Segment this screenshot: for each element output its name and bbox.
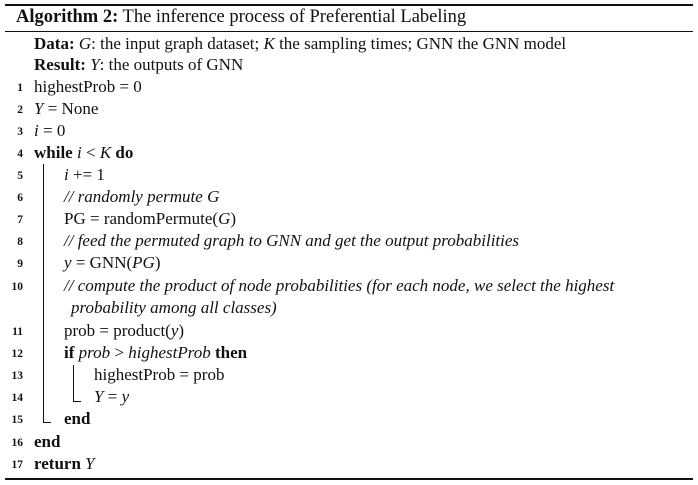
var-y: Y (34, 99, 44, 118)
var-y-upper: Y (85, 454, 95, 473)
code-text: highestProb = 0 (34, 77, 142, 96)
result-line (34, 55, 243, 75)
code-text: += 1 (68, 165, 105, 184)
code-text: < (81, 143, 100, 162)
code-line-8 (64, 231, 519, 251)
code-text: ) (154, 253, 161, 272)
while-block-bar (43, 164, 44, 422)
code-line-15 (64, 409, 90, 429)
code-line-6 (64, 187, 219, 207)
code-line-9 (64, 253, 160, 273)
code-line-1 (34, 77, 142, 97)
line-number: 14 (11, 392, 23, 404)
keyword-if: if (64, 343, 75, 362)
var-y: y (64, 253, 72, 272)
line-number: 15 (11, 414, 23, 426)
code-line-7 (64, 209, 236, 229)
line-number: 10 (11, 281, 23, 293)
keyword-return: return (34, 454, 81, 473)
var-highestprob: highestProb (128, 343, 211, 362)
code-text: = (103, 387, 122, 406)
caption-rule (5, 31, 693, 32)
caption-label: Algorithm 2: (16, 7, 119, 27)
comment: // feed the permuted graph to GNN and get the output probabilities (64, 231, 520, 250)
code-line-10-cont (71, 298, 277, 318)
code-line-5 (64, 165, 105, 185)
var-k: K (99, 143, 112, 162)
line-number: 1 (17, 82, 23, 94)
if-block-bar (73, 365, 74, 401)
line-number: 12 (11, 348, 23, 360)
line-number: 9 (17, 258, 23, 270)
code-line-11 (64, 321, 184, 341)
code-text: prob = product( (64, 321, 171, 340)
while-block-hook (43, 422, 51, 423)
line-number: 13 (11, 370, 23, 382)
data-var-g: G (78, 34, 92, 53)
line-number: 11 (12, 326, 23, 338)
result-var-y: Y (90, 55, 100, 74)
line-number: 6 (17, 192, 23, 204)
data-label: Data: (34, 34, 75, 53)
line-number: 7 (17, 214, 23, 226)
keyword-then: then (214, 343, 248, 362)
keyword-end: end (64, 409, 91, 428)
var-y: y (121, 387, 130, 406)
keyword-end: end (34, 432, 61, 451)
keyword-do: do (115, 143, 134, 162)
code-text: = None (43, 99, 99, 118)
line-number: 3 (17, 126, 23, 138)
comment: probability among all classes) (71, 298, 277, 317)
data-var-k: K (263, 34, 275, 53)
var-i: i (34, 121, 39, 140)
var-g: G (218, 209, 231, 228)
line-number: 2 (17, 104, 23, 116)
line-number: 8 (17, 236, 23, 248)
line-number: 5 (17, 170, 23, 182)
code-text: = GNN( (71, 253, 133, 272)
code-line-17 (34, 454, 95, 474)
var-i: i (76, 143, 82, 162)
comment: // randomly permute (64, 187, 208, 206)
data-line (34, 34, 566, 54)
data-text: : the input graph dataset; (91, 34, 264, 53)
var-i: i (64, 165, 69, 184)
code-text: highestProb = prob (94, 365, 225, 384)
algorithm-caption (16, 7, 466, 28)
caption-title: The inference process of Preferential Labeling (122, 7, 467, 27)
data-text-2: the sampling times; GNN the GNN model (274, 34, 567, 53)
code-text: ) (230, 209, 237, 228)
code-text: = 0 (38, 121, 66, 140)
var-pg: PG (132, 253, 155, 272)
code-line-3 (34, 121, 65, 141)
var-g: G (207, 187, 220, 206)
result-text: : the outputs of GNN (99, 55, 244, 74)
var-prob: prob (78, 343, 111, 362)
comment: // compute the product of node probabilities (for each node, we select the highest (64, 276, 615, 295)
code-line-2 (34, 99, 98, 119)
top-rule (5, 4, 693, 6)
if-block-hook (73, 401, 81, 402)
bottom-rule (5, 478, 693, 480)
algorithm-box (5, 4, 693, 480)
var-y-upper: Y (94, 387, 104, 406)
result-label: Result: (34, 55, 86, 74)
var-y: y (170, 321, 179, 340)
line-number: 4 (17, 148, 23, 160)
code-line-14 (94, 387, 129, 407)
keyword-while: while (34, 143, 73, 162)
code-line-12 (64, 343, 247, 363)
code-text: ) (178, 321, 185, 340)
code-text: > (110, 343, 129, 362)
code-text: PG = randomPermute( (64, 209, 219, 228)
line-number: 16 (11, 437, 23, 449)
code-line-13 (94, 365, 224, 385)
code-line-10 (64, 276, 614, 296)
line-number: 17 (11, 459, 23, 471)
code-line-4 (34, 143, 133, 163)
code-line-16 (34, 432, 60, 452)
